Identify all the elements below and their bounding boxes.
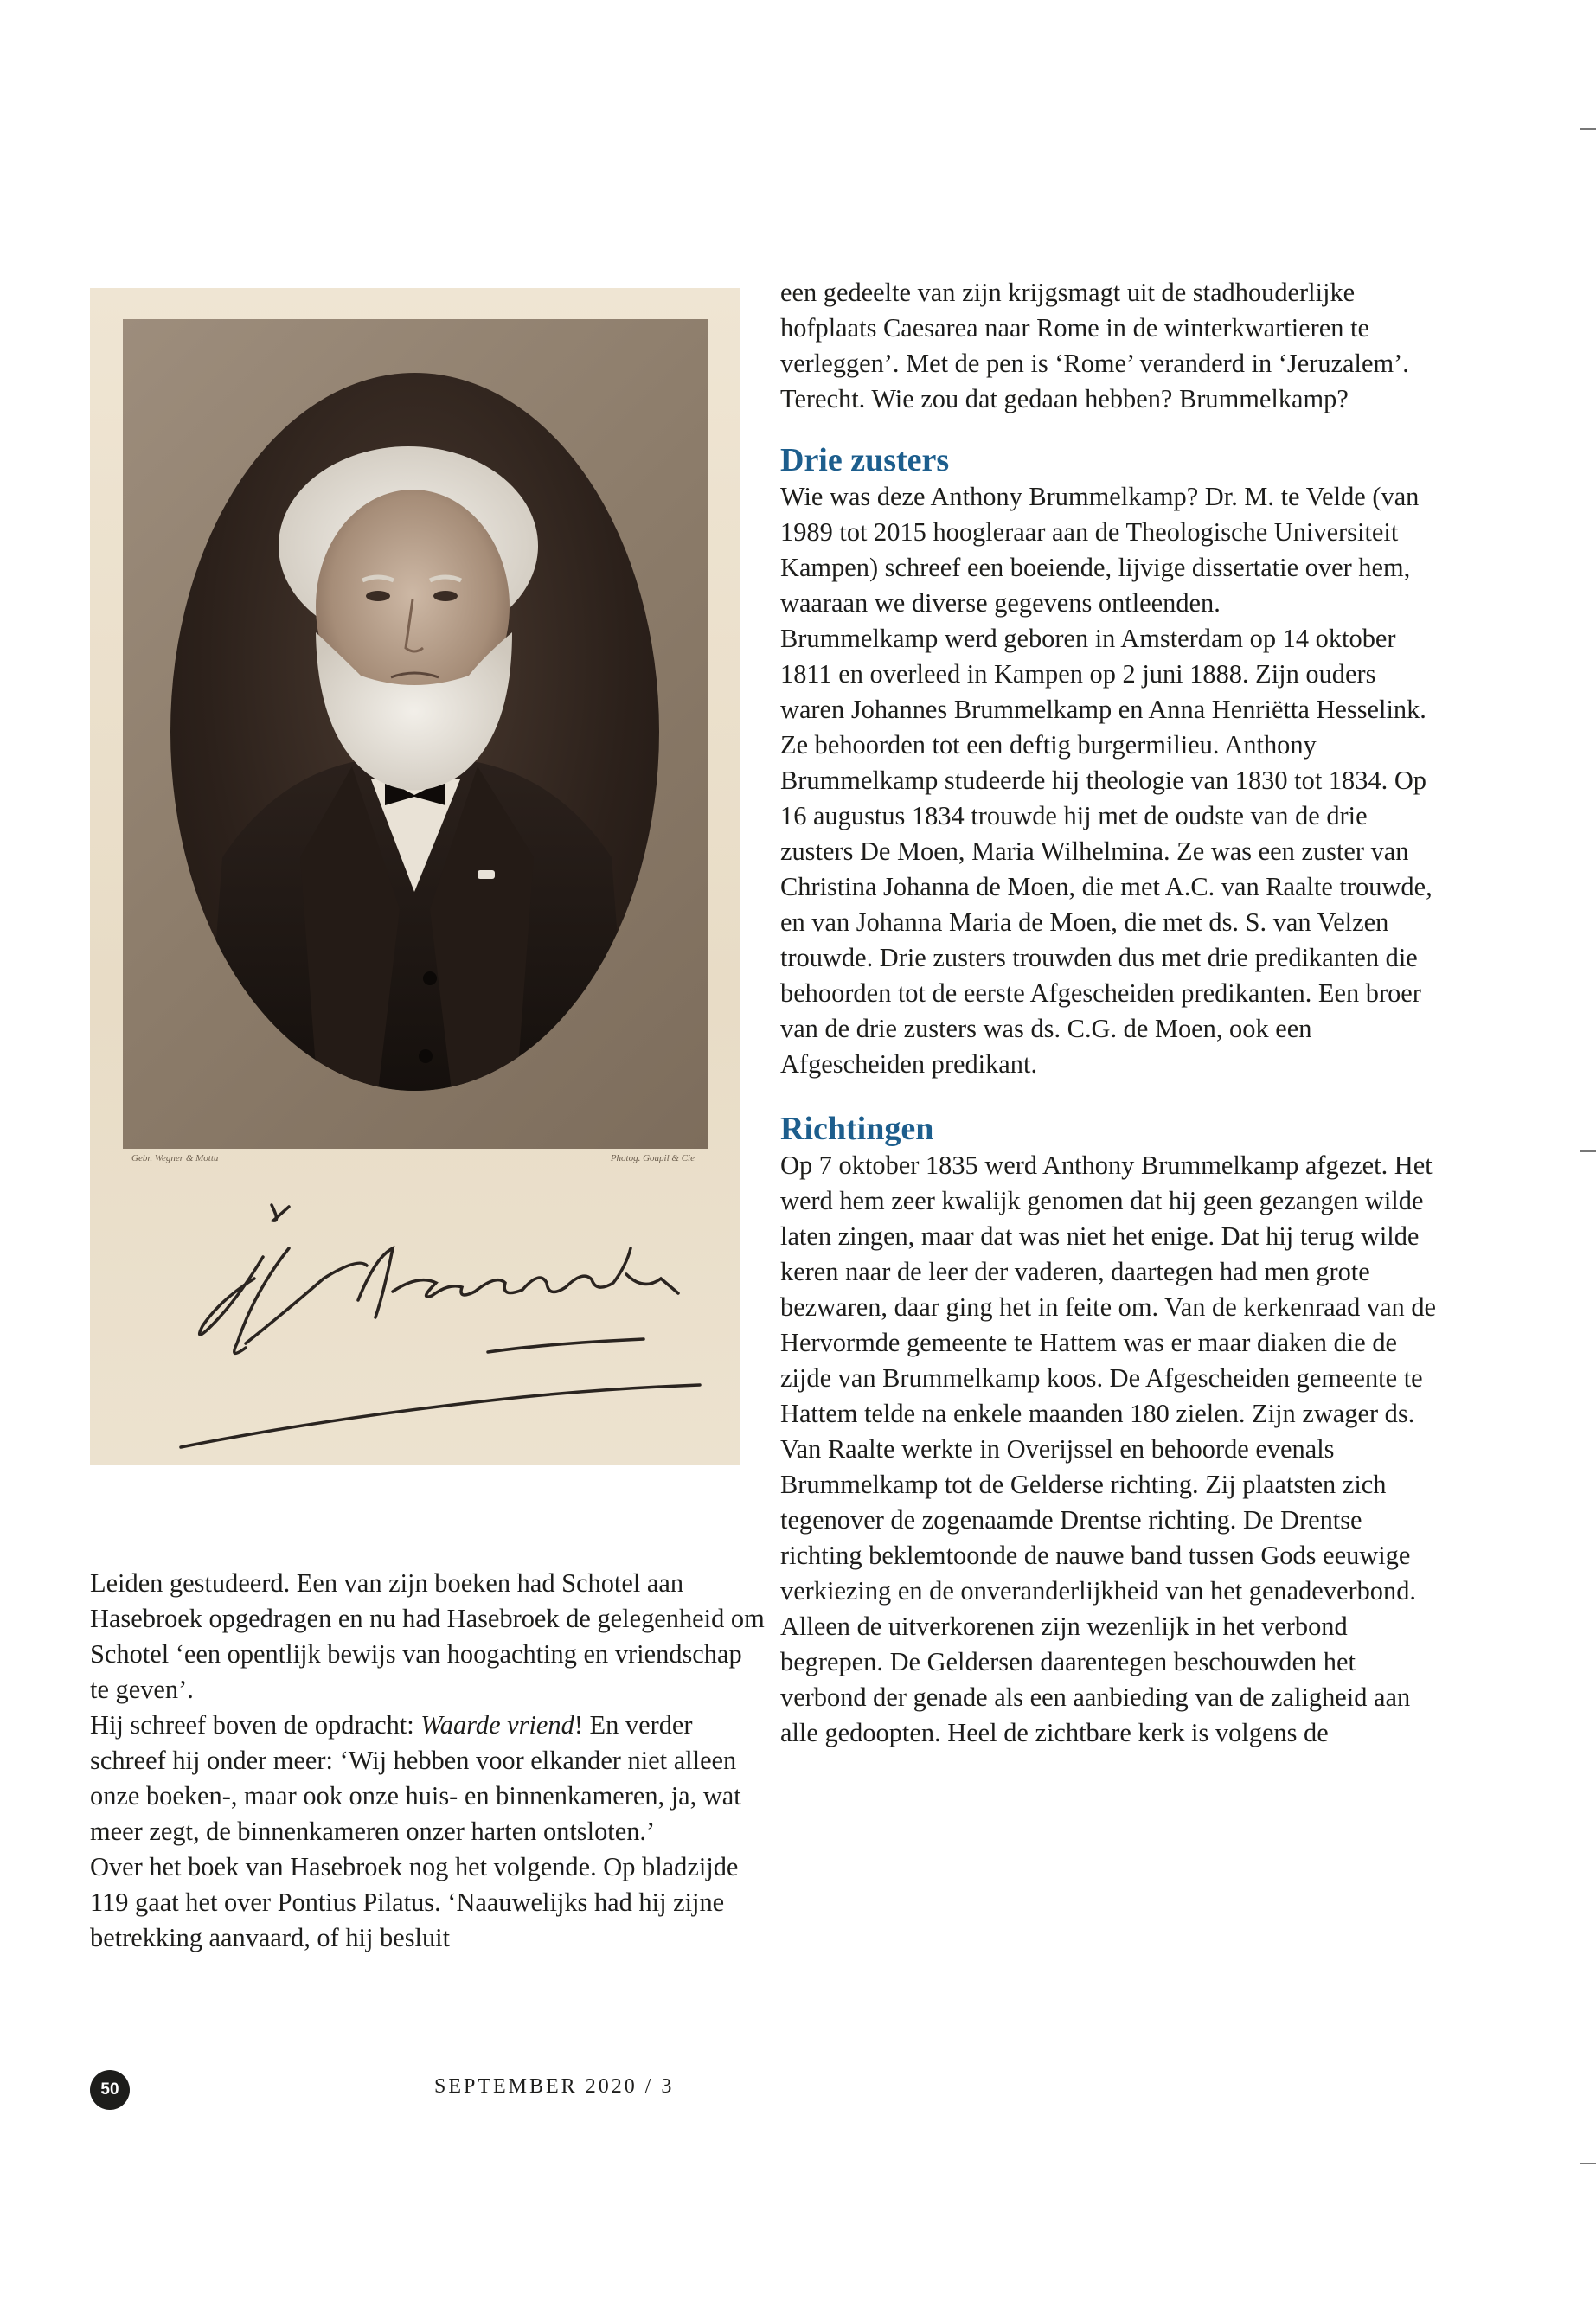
right-paragraph-4: Op 7 oktober 1835 werd Anthony Brummelkamp afgezet. Het werd hem zeer kwalijk genomen dat hij geen gezangen wilde laten zingen, maar dat was niet het enige. Dat hij terug wilde keren naar de leer der vaderen, daartegen had men grote bezwaren, daar ging het in feite om. Van de kerkenraad van de Hervormde gemeente te Hattem was er maar diaken die de zijde van Brummelkamp koos. De Afgescheiden gemeente te Hattem telde na enkele maanden 180 zielen. Zijn zwager ds. Van Raalte werkte in Overijssel en behoorde evenals Brummelkamp tot de Gelderse richting. Zij plaatsten zich tegenover de zogenaamde Drentse richting. De Drentse richting beklemtoonde de nauwe band tussen Gods eeuwige verkiezing en de onveranderlijkheid van het genadeverbond. Alleen de uitverkorenen zijn wezenlijk in het verbond begrepen. De Geldersen daarentegen beschouwden het verbond der genade als een aanbieding van de zaligheid aan alle gedoopten. Heel de zichtbare kerk is volgens de (780, 1150, 1437, 1747)
photo-plate (123, 319, 708, 1149)
oval-portrait (170, 373, 659, 1091)
handwritten-signature (159, 1196, 713, 1456)
right-column (780, 275, 1446, 1751)
crop-mark (1580, 128, 1596, 130)
left-paragraph-2-start: Hij schreef boven de opdracht: (90, 1710, 421, 1740)
crop-mark (1580, 2163, 1596, 2164)
right-paragraph-3: Brummelkamp werd geboren in Amsterdam op 14 oktober 1811 en overleed in Kampen op 2 juni 1888. Zijn ouders waren Johannes Brummelkamp en Anna Henriëtta Hesselink. Ze behoorden tot een deftig burgermilieu. Anthony Brummelkamp studeerde hij theologie van 1830 tot 1834. Op 16 augustus 1834 trouwde hij met de oudste van de drie zusters De Moen, Maria Wilhelmina. Ze was een zuster van Christina Johanna de Moen, die met A.C. van Raalte trouwde, en van Johanna Maria de Moen, die met ds. S. van Velzen trouwde. Drie zusters trouwden dus met drie predikanten die behoorden tot de eerste Afgescheiden predikanten. Een broer van de drie zusters was ds. C.G. de Moen, ook een Afgescheiden predikant. (780, 624, 1433, 1079)
right-paragraph-1: een gedeelte van zijn krijgsmagt uit de stadhouderlijke hofplaats Caesarea naar Rome in de winterkwartieren te verleggen’. Met de pen is ‘Rome’ veranderd in ‘Jeruzalem’. Terecht. Wie zou dat gedaan hebben? Brummelkamp? (780, 278, 1409, 413)
crop-mark (1580, 1150, 1596, 1152)
right-paragraph-2: Wie was deze Anthony Brummelkamp? Dr. M. te Velde (van 1989 tot 2015 hoogleraar aan de Theologische Universiteit Kampen) schreef een boeiende, lijvige dissertatie over hem, waaraan we diverse gegevens ontleenden. (780, 482, 1420, 618)
photo-credit-left: Gebr. Wegner & Mottu (131, 1153, 219, 1163)
subheading-drie-zusters: Drie zusters (780, 442, 950, 478)
left-paragraph-1: Leiden gestudeerd. Een van zijn boeken had Schotel aan Hasebroek opgedragen en nu had Hasebroek de gelegenheid om Schotel ‘een opentlijk bewijs van hoogachting en vriendschap te geven’. (90, 1568, 765, 1704)
photo-credit-right: Photog. Goupil & Cie (610, 1153, 695, 1163)
left-paragraph-2-italic: Waarde vriend (420, 1710, 574, 1740)
subheading-richtingen: Richtingen (780, 1111, 934, 1147)
page-number-badge: 50 (90, 2070, 130, 2110)
left-column (90, 1566, 765, 1956)
issue-label: SEPTEMBER 2020 / 3 (434, 2075, 675, 2098)
left-paragraph-2-end: ! En verder schreef hij onder meer: ‘Wij hebben voor elkander niet alleen onze boeken-, maar ook onze huis- en binnenkameren, ja, wat meer zegt, de binnenkameren onzer harten ontsloten.’ (90, 1710, 741, 1846)
portrait-photo (90, 288, 740, 1465)
left-paragraph-3: Over het boek van Hasebroek nog het volgende. Op bladzijde 119 gaat het over Pontius Pilatus. ‘Naauwelijks had hij zijne betrekking aanvaard, of hij besluit (90, 1852, 739, 1952)
portrait-figure-image (170, 373, 659, 1091)
left-paragraph-2 (90, 1708, 765, 1849)
